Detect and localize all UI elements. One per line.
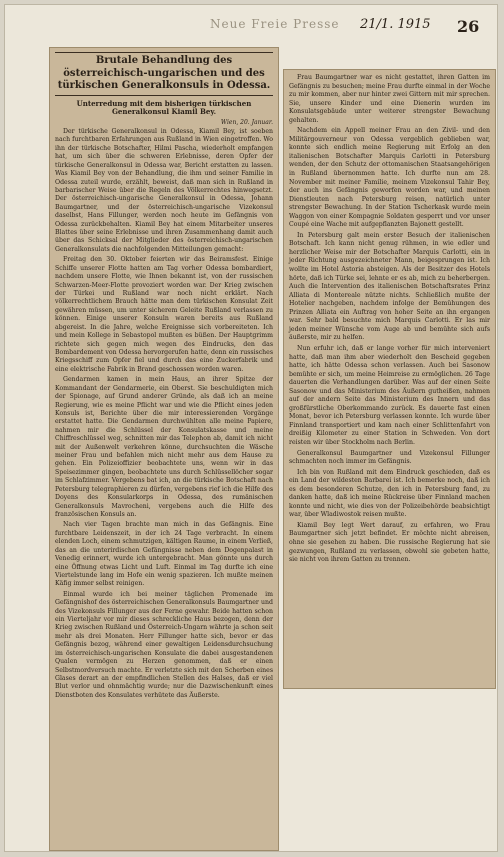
- paragraph: Gendarmen kamen in mein Haus, an ihrer Spitze der Kommandant der Gendarmerie, ein Oberst. Sie beschuldigten mich der Spionage, auf Grund anderer Gründe, als daß ich an meine Regierung, wie es meine Pflicht war und wie die Pflicht eines jeden Konsuls ist, Berichte über die mir interessierenden Vorgänge erstattet hatte. Die Gendarmen durchwühlten alle meine Papiere, nahmen mir die Schlüssel der Konsulatskasse und meine Chiffreschlüssel weg, schnitten mir das Telephon ab, damit ich nicht mit der Außenwelt verkehren könne, durchsuchten die Wäsche meiner Frau und befahlen mich nicht mehr aus dem Hause zu gehen. Ein Polizeioffizier beobachtete uns, wenn wir in das Speisezimmer gingen, beobachtete uns durch Schlüssellöcher sogar im Schlafzimmer. Vergebens bat ich, an die türkische Botschaft nach Petersburg telegraphieren zu dürfen, vergebens rief ich die Hilfe des Doyens des Konsularkorps in Odessa, des rumänischen Generalkonsuls Mavrocheni, vergebens auch die Hilfe des französischen Konsuls an.: [55, 376, 273, 518]
- left-column-body: [55, 128, 273, 700]
- paragraph: Nach vier Tagen brachte man mich in das Gefängnis. Eine furchtbare Leidenszeit, in der ich 24 Tage verbracht. In einem elenden Loch, einem schmutzigen, kältigen Raume, in einem Verließ, das an die unterirdischen Gefängnisse neben dem Dogenpalast in Venedig erinnert, wurde ich untergebracht. Man gönnte uns durch eine Öffnung etwas Licht und Luft. Einmal im Tag durfte ich eine Viertelstunde lang im Hofe ein wenig spazieren. Ich mußte meinen Käfig immer selbst reinigen.: [55, 521, 273, 588]
- page-number: 26: [457, 17, 480, 36]
- article-headline: Brutale Behandlung des österreichisch-ungarischen und des türkischen Generalkonsuls in Odessa.: [55, 52, 273, 96]
- clipping-left-column: [49, 47, 279, 851]
- paragraph: Freitag den 30. Oktober feierten wir das Beiramsfest. Einige Schiffe unserer Flotte hatten am Tag vorher Odessa bombardiert, nachdem unsere Flotte, wie Ihnen bekannt ist, von der russischen Schwarzen-Meer-Flotte provoziert worden war. Der Krieg zwischen der Türkei und Rußland war noch nicht erklärt. Nach völkerrechtlichem Brauch hätte man dem türkischen Konsulat Zeit gewähren müssen, um unter sicherem Geleite Rußland verlassen zu können. Einige unserer Konsuln waren bereits aus Rußland abgereist. In die Jahre, welche Ereignisse sich vorbereiteten. Ich und mein Kollege in Sebastopol mußten es büßen. Der Hauptgrimm richtete sich gegen mich wegen des Eindrucks, den das Bombardement von Odessa hervorgerufen hatte, denn ein russisches Kriegsschiff zum Opfer fiel und durch das eine Zuckerfabrik und eine elektrische Fabrik in Brand geschossen worden waren.: [55, 256, 273, 373]
- newspaper-page: [4, 4, 498, 852]
- paragraph: Nachdem ein Appell meiner Frau an den Zivil- und den Militärgouverneur von Odessa vergeblich geblieben war, konnte sich endlich meine Regierung mit Erfolg an den italienischen Botschafter Marquis Carlotti in Petersburg wenden, der den Schutz der ottomanischen Staatsangehörigen in Rußland übernommen hatte. Ich durfte nun am 28. November mit meiner Familie, meinem Vizekonsul Tahir Bey, der auch ins Gefängnis geworfen worden war, und meinen Dienstleuten nach Petersburg reisen, natürlich unter strengster Bewachung. In der Station Tscherkask wurde mein Waggon von einer Kompagnie Soldaten gesperrt und vor unser Coupé eine Wache mit aufgepflanzten Bajonett gestellt.: [289, 127, 490, 229]
- paragraph: Frau Baumgartner war es nicht gestattet, ihren Gatten im Gefängnis zu besuchen; meine Frau durfte einmal in der Woche zu mir kommen, aber nur hinter zwei Gittern mit mir sprechen. Sie, unsere Kinder und eine Dienerin wurden im Konsulatsgebäude unter weiterer strengster Bewachung gehalten.: [289, 74, 490, 124]
- right-column-body: [289, 74, 490, 565]
- clipping-right-column: [283, 69, 496, 689]
- paragraph: Ich bin von Rußland mit dem Eindruck geschieden, daß es ein Land der wildesten Barbarei ist. Ich bemerke noch, daß ich es dem besonderen Schutze, den ich in Petersburg fand, zu danken hatte, daß ich meine Rückreise über Finnland machen konnte und nicht, wie dies von der Polizeibehörde beabsichtigt war, über Wladiwostok reisen mußte.: [289, 468, 490, 519]
- paragraph: In Petersburg galt mein erster Besuch der italienischen Botschaft. Ich kann nicht genug rühmen, in wie edler und herzlicher Weise mir der Botschafter Marquis Carlotti, ein in jeder Richtung ausgezeichneter Mann, beigesprungen ist. Ich wollte im Hotel Astoria absteigen. Als der Besitzer des Hotels hörte, daß ich Türke sei, lehnte er es ab, mich zu beherbergen. Auch die Intervention des italienischen Botschaftsrates Prinz Alliata di Montereale nützte nichts. Schließlich mußte der Hotelier nachgeben, nachdem infolge der Bemühungen des Prinzen Alliata ein Auftrag von hoher Seite an ihn ergangen war. Sehr bald besuchte mich Marquis Carlotti. Er las mir jeden meiner Wünsche vom Auge ab und bemühte sich aufs äußerste, mir zu helfen.: [289, 231, 490, 342]
- paragraph: Der türkische Generalkonsul in Odessa, Kiamil Bey, ist soeben nach furchtbaren Erfahrungen aus Rußland in Wien eingetroffen. Wo ihn der türkische Botschafter, Hilmi Pascha, wiederholt empfangen hat, um sich über die schweren Erlebnisse, deren Opfer der türkische Generalkonsul in Odessa war, Bericht erstatten zu lassen. Was Kiamil Bey von der Behandlung, die ihm und seiner Familie in Odessa zuteil wurde, erzählt, beweist, daß man sich in Rußland in barbarischer Weise über die Regeln des Völkerrechtes hinwegsetzt. Der österreichisch-ungarische Generalkonsul in Odessa, Johann Baumgartner, und der österreichisch-ungarische Vizekonsul daselbst, Hans Fillunger, werden noch heute im Gefängnis von Odessa zurückbehalten. Kiamil Bey hat einem Mitarbeiter unseres Blattes über seine Erlebnisse und ihren Zusammenhang damit auch über das Schicksal der Mitglieder des österreichisch-ungarischen Generalkonsulats die nachfolgenden Mitteilungen gemacht:: [55, 128, 273, 253]
- article-subheadline: Unterredung mit dem bisherigen türkischen Generalkonsul Kiamil Bey.: [76, 98, 252, 117]
- article-dateline: Wien, 20. Januar.: [220, 119, 273, 126]
- paragraph: Einmal wurde ich bei meiner täglichen Promenade im Gefängnishof des österreichischen Generalkonsuls Baumgartner und des Vizekonsuls Fillunger aus der Ferne gewahr. Beide hatten schon ein Vierteljahr vor mir dieses schreckliche Haus bezogen, denn der Krieg zwischen Rußland und Österreich-Ungarn währte ja schon seit mehr als drei Monaten. Herr Fillunger hatte sich, bevor er das Gefängnis bezog, während einer gewaltigen Leidensdurchsuchung im österreichisch-ungarischen Konsulate die dabei ausgestandenen Qualen vermögen zu Herzen genommen, daß er einen Selbstmordversuch machte. Er verletzte sich mit den Scherben eines Glases derart an der empfindlichen Stellen des Halses, daß er viel Blut verlor und ohnmächtig wurde; nur die Dazwischenkunft eines Dienstboten des Konsulates verhütete das Äußerste.: [55, 590, 273, 699]
- publication-name: Neue Freie Presse: [210, 17, 340, 31]
- handwritten-date: 21/1. 1915: [360, 17, 431, 32]
- paragraph: Nun erfuhr ich, daß er lange vorher für mich interveniert hatte, daß man ihm aber wiederholt den Bescheid gegeben hatte, ich hätte Odessa schon verlassen. Auch bei Sasonow bemühte er sich, um meine Heimreise zu ermöglichen. 26 Tage dauerten die Verhandlungen darüber. Was auf der einen Seite Sasonow und das Ministerium des Äußern gutheißen, nahmen auf der andern Seite das Ministerium des Innern und das großfürstliche Oberkommando zurück. Es dauerte fast einen Monat, bevor ich Petersburg verlassen konnte. Ich wurde über Finnland transportiert und kam nach einer Schlittenfahrt von dreißig Kilometer zu einer Station in Schweden. Von dort reisten wir über Stockholm nach Berlin.: [289, 344, 490, 446]
- paragraph: Kiamil Bey legt Wert darauf, zu erfahren, wo Frau Baumgartner sich jetzt befindet. Er möchte nicht abreisen, ohne sie gesehen zu haben. Die russische Regierung hat sie gezwungen, Rußland zu verlassen, obwohl sie gebeten hatte, sie nicht von ihrem Gatten zu trennen.: [289, 521, 490, 564]
- paragraph: Generalkonsul Baumgartner und Vizekonsul Fillunger schmachten noch immer im Gefängnis.: [289, 449, 490, 466]
